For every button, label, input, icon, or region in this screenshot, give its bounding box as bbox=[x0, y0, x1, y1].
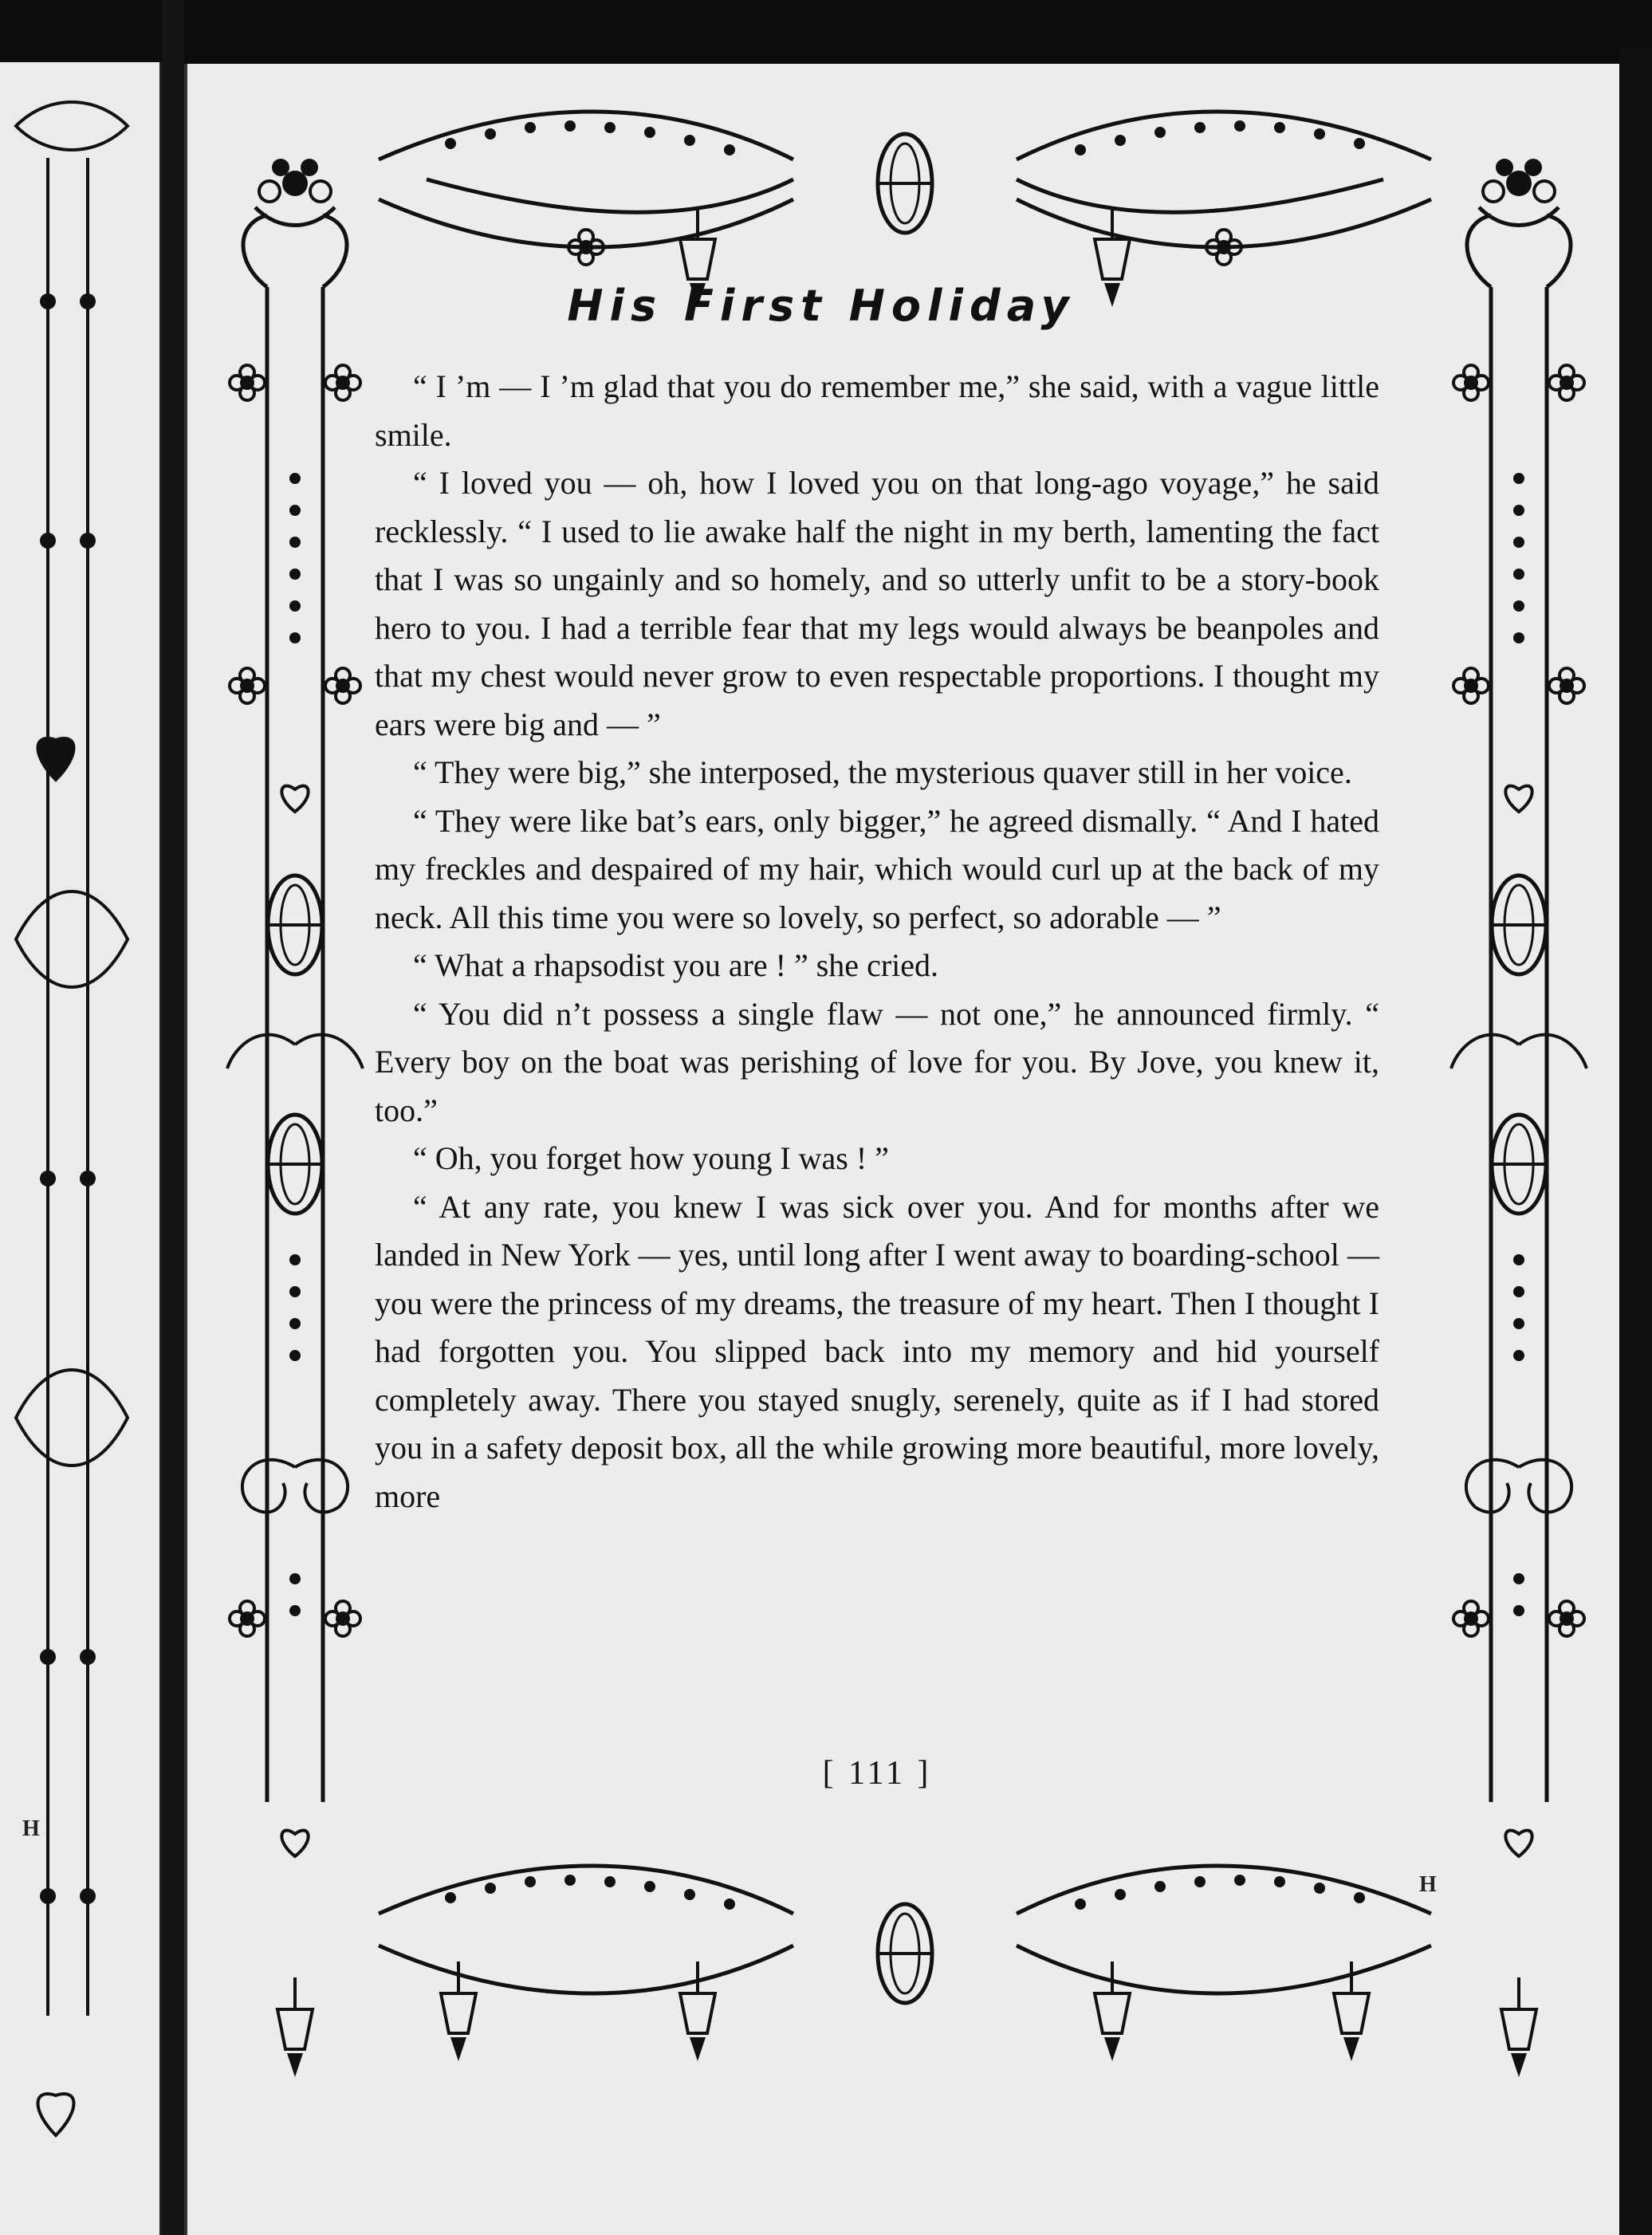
facing-page-corner-mark: H bbox=[22, 1816, 40, 1841]
paragraph: “ They were like bat’s ears, only bigger,” he agreed dismally. “ And I hated my freckles and despaired of my hair, which would curl up at the back of my neck. All this time you were so lovely, so perfect, so adorable — ” bbox=[375, 802, 1379, 935]
body-text bbox=[375, 363, 1379, 1521]
facing-page-ornament bbox=[0, 62, 159, 2235]
corner-mark: H bbox=[1419, 1872, 1437, 1897]
paragraph: “ Oh, you forget how young I was ! ” bbox=[413, 1140, 889, 1176]
paragraph: “ At any rate, you knew I was sick over you. And for months after we landed in New York — yes, until long after I went away to boarding-school — you were the princess of my dreams, the treasure of my heart. Then I thought I had forgotten you. You slipped back into my memory and hid yourself completely away. There you stayed snugly, serenely, quite as if I had stored you in a safety deposit box, all the while growing more beautiful, more lovely, more bbox=[375, 1188, 1379, 1514]
page-edge bbox=[1619, 48, 1652, 2235]
paragraph: “ I loved you — oh, how I loved you on that long-ago voyage,” he said recklessly. “ I used to lie awake half the night in my berth, lamenting the fact that I was so ungainly and so homely, and so utterly unfit to be a story-book hero to you. I had a terrible fear that my legs would always be beanpoles and that my chest would never grow to even respectable proportions. I thought my ears were big and — ” bbox=[375, 465, 1379, 742]
paragraph: “ What a rhapsodist you are ! ” she cried. bbox=[413, 947, 939, 983]
paragraph: “ You did n’t possess a single flaw — not one,” he announced firmly. “ Every boy on the boat was perishing of love for you. By Jove, you knew it, too.” bbox=[375, 995, 1379, 1128]
page-number: [ 111 ] bbox=[822, 1755, 932, 1792]
chapter-title: His First Holiday bbox=[567, 281, 1076, 331]
paragraph: “ They were big,” she interposed, the mysterious quaver still in her voice. bbox=[413, 754, 1352, 790]
paragraph: “ I ’m — I ’m glad that you do remember me,” she said, with a vague little smile. bbox=[375, 368, 1379, 453]
facing-page bbox=[0, 62, 162, 2235]
book-gutter bbox=[162, 0, 184, 2235]
